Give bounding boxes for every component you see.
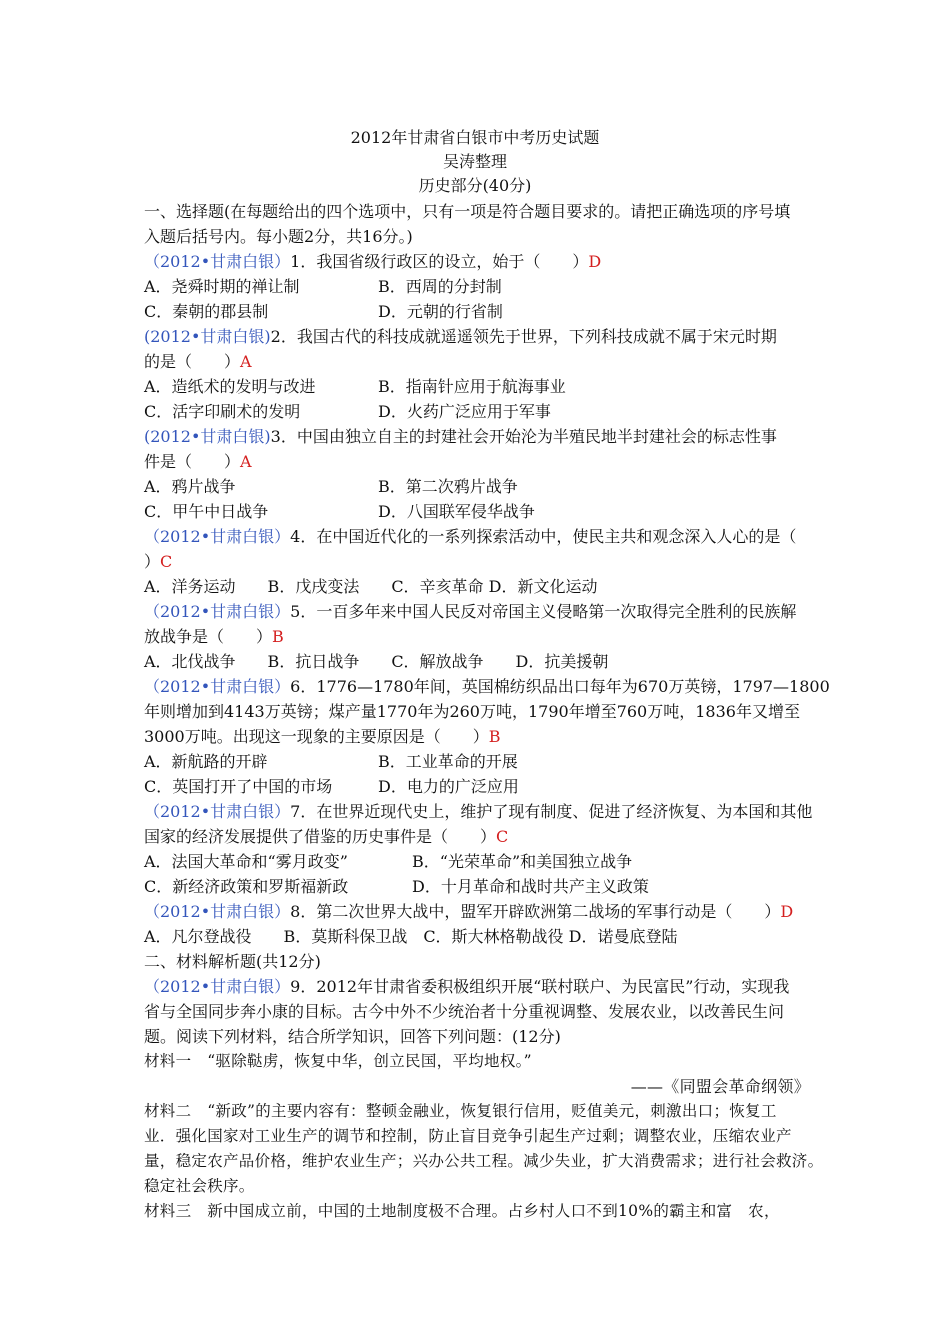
question-7-cont	[144, 824, 814, 849]
q5-options: A．北伐战争 B．抗日战争 C．解放战争 D．抗美援朝	[144, 652, 609, 671]
exam-author: 吴涛整理	[442, 152, 507, 171]
source-tag: （2012•甘肃白银）	[144, 802, 291, 821]
question-2-cont	[144, 349, 814, 374]
option-c: C．活字印刷术的发明	[144, 402, 301, 421]
material-2-cont2: 量，稳定农产品价格，维护农业生产；兴办公共工程。减少失业，扩大消费需求；进行社会救济。	[144, 1152, 824, 1170]
question-3-cont	[144, 449, 814, 474]
option-a: A．鸦片战争	[144, 477, 236, 496]
source-tag: （2012•甘肃白银）	[144, 602, 291, 621]
material-3: 材料三 新中国成立前，中国的土地制度极不合理。占乡村人口不到10%的霸主和富 农，	[144, 1202, 780, 1220]
question-6-cont2	[144, 724, 814, 749]
question-4	[144, 524, 814, 549]
option-c: C．秦朝的郡县制	[144, 302, 269, 321]
q3-options-row1	[144, 474, 814, 499]
q4-options: A．洋务运动 B．戊戌变法 C．辛亥革命 D．新文化运动	[144, 577, 598, 596]
question-2	[144, 324, 814, 349]
option-d: D．火药广泛应用于军事	[378, 402, 551, 421]
question-4-cont	[144, 549, 814, 574]
part1-heading: 一、选择题(在每题给出的四个选项中，只有一项是符合题目要求的。请把正确选项的序号填	[144, 202, 791, 221]
answer-key: B	[488, 727, 501, 746]
question-6-cont: 年则增加到4143万英镑；煤产量1770年为260万吨，1790年增至760万吨，1836年又增至	[144, 702, 800, 721]
material-2-cont3: 稳定社会秩序。	[144, 1177, 255, 1195]
source-tag: （2012•甘肃白银）	[144, 902, 291, 921]
question-3	[144, 424, 814, 449]
question-9	[144, 974, 814, 999]
question-7	[144, 799, 814, 824]
q6-options-row2	[144, 774, 814, 799]
option-b: B．西周的分封制	[378, 277, 502, 296]
option-b: B．“光荣革命”和美国独立战争	[412, 852, 633, 871]
q2-options-row2	[144, 399, 814, 424]
question-stem-cont: 放战争是（ ）	[144, 627, 273, 646]
question-5-cont	[144, 624, 814, 649]
question-stem-cont: 的是（ ）	[144, 352, 241, 371]
q1-options-row1	[144, 274, 814, 299]
question-1	[144, 249, 814, 274]
option-b: B．指南针应用于航海事业	[378, 377, 566, 396]
option-d: D．电力的广泛应用	[378, 777, 519, 796]
material-1: 材料一 “驱除鞑虏，恢复中华，创立民国，平均地权。”	[144, 1052, 532, 1070]
question-6	[144, 674, 830, 699]
question-stem-cont: ）	[144, 552, 161, 571]
material-2-cont: 业．强化国家对工业生产的调节和控制，防止盲目竞争引起生产过剩；调整农业，压缩农业产	[144, 1127, 792, 1145]
material-2: 材料二 “新政”的主要内容有：整顿金融业，恢复银行信用，贬值美元，刺激出口；恢复工	[144, 1102, 777, 1120]
part2-heading: 二、材料解析题(共12分)	[144, 952, 321, 971]
question-stem: 3．中国由独立自主的封建社会开始沦为半殖民地半封建社会的标志性事	[270, 427, 777, 446]
question-stem: 7．在世界近现代史上，维护了现有制度、促进了经济恢复、为本国和其他	[290, 802, 813, 821]
answer-key: D	[780, 902, 794, 921]
q1-options-row2	[144, 299, 814, 324]
source-tag: (2012•甘肃白银)	[144, 427, 271, 446]
exam-title: 2012年甘肃省白银市中考历史试题	[350, 128, 600, 147]
question-stem: 1．我国省级行政区的设立，始于（ ）	[290, 252, 589, 271]
question-8	[144, 899, 814, 924]
answer-key: A	[240, 452, 252, 471]
source-tag: (2012•甘肃白银)	[144, 327, 271, 346]
question-stem: 5．一百多年来中国人民反对帝国主义侵略第一次取得完全胜利的民族解	[290, 602, 797, 621]
source-tag: （2012•甘肃白银）	[144, 977, 291, 996]
question-9-cont: 省与全国同步奔小康的目标。古今中外不少统治者十分重视调整、发展农业，以改善民生问	[144, 1002, 785, 1021]
option-c: C．甲午中日战争	[144, 502, 269, 521]
source-tag: （2012•甘肃白银）	[144, 252, 291, 271]
question-stem: 8．第二次世界大战中，盟军开辟欧洲第二战场的军事行动是（ ）	[290, 902, 781, 921]
source-tag: （2012•甘肃白银）	[144, 677, 291, 696]
question-stem: 6．1776—1780年间，英国棉纺织品出口每年为670万英镑，1797—1800	[290, 677, 830, 696]
q8-options: A．凡尔登战役 B．莫斯科保卫战 C．斯大林格勒战役 D．诺曼底登陆	[144, 927, 678, 946]
question-9-cont2: 题。阅读下列材料，结合所学知识，回答下列问题：(12分)	[144, 1027, 561, 1046]
option-a: A．尧舜时期的禅让制	[144, 277, 300, 296]
option-b: B．第二次鸦片战争	[378, 477, 518, 496]
option-d: D．元朝的行省制	[378, 302, 503, 321]
answer-key: C	[496, 827, 509, 846]
part1-heading-cont: 入题后括号内。每小题2分，共16分。)	[144, 227, 413, 246]
answer-key: B	[272, 627, 284, 646]
option-c: C．英国打开了中国的市场	[144, 777, 333, 796]
q2-options-row1	[144, 374, 814, 399]
material-1-source: ——《同盟会革命纲领》	[630, 1077, 810, 1096]
answer-key: A	[240, 352, 252, 371]
source-tag: （2012•甘肃白银）	[144, 527, 291, 546]
question-stem: 4．在中国近代化的一系列探索活动中，使民主共和观念深入人心的是（	[290, 527, 797, 546]
question-stem-cont: 件是（ ）	[144, 452, 241, 471]
q3-options-row2	[144, 499, 814, 524]
option-d: D．八国联军侵华战争	[378, 502, 535, 521]
question-stem-cont: 国家的经济发展提供了借鉴的历史事件是（ ）	[144, 827, 497, 846]
q7-options-row2	[144, 874, 814, 899]
section-title: 历史部分(40分)	[418, 176, 532, 195]
question-stem: 2．我国古代的科技成就遥遥领先于世界，下列科技成就不属于宋元时期	[270, 327, 777, 346]
question-5	[144, 599, 814, 624]
q7-options-row1	[144, 849, 814, 874]
q6-options-row1	[144, 749, 814, 774]
option-b: B．工业革命的开展	[378, 752, 518, 771]
question-stem-cont: 3000万吨。出现这一现象的主要原因是（ ）	[144, 727, 489, 746]
answer-key: C	[160, 552, 173, 571]
option-d: D．十月革命和战时共产主义政策	[412, 877, 649, 896]
option-a: A．法国大革命和“雾月政变”	[144, 852, 348, 871]
option-c: C．新经济政策和罗斯福新政	[144, 877, 349, 896]
option-a: A．造纸术的发明与改进	[144, 377, 316, 396]
answer-key: D	[588, 252, 602, 271]
question-stem: 9．2012年甘肃省委积极组织开展“联村联户、为民富民”行动，实现我	[290, 977, 790, 996]
option-a: A．新航路的开辟	[144, 752, 268, 771]
